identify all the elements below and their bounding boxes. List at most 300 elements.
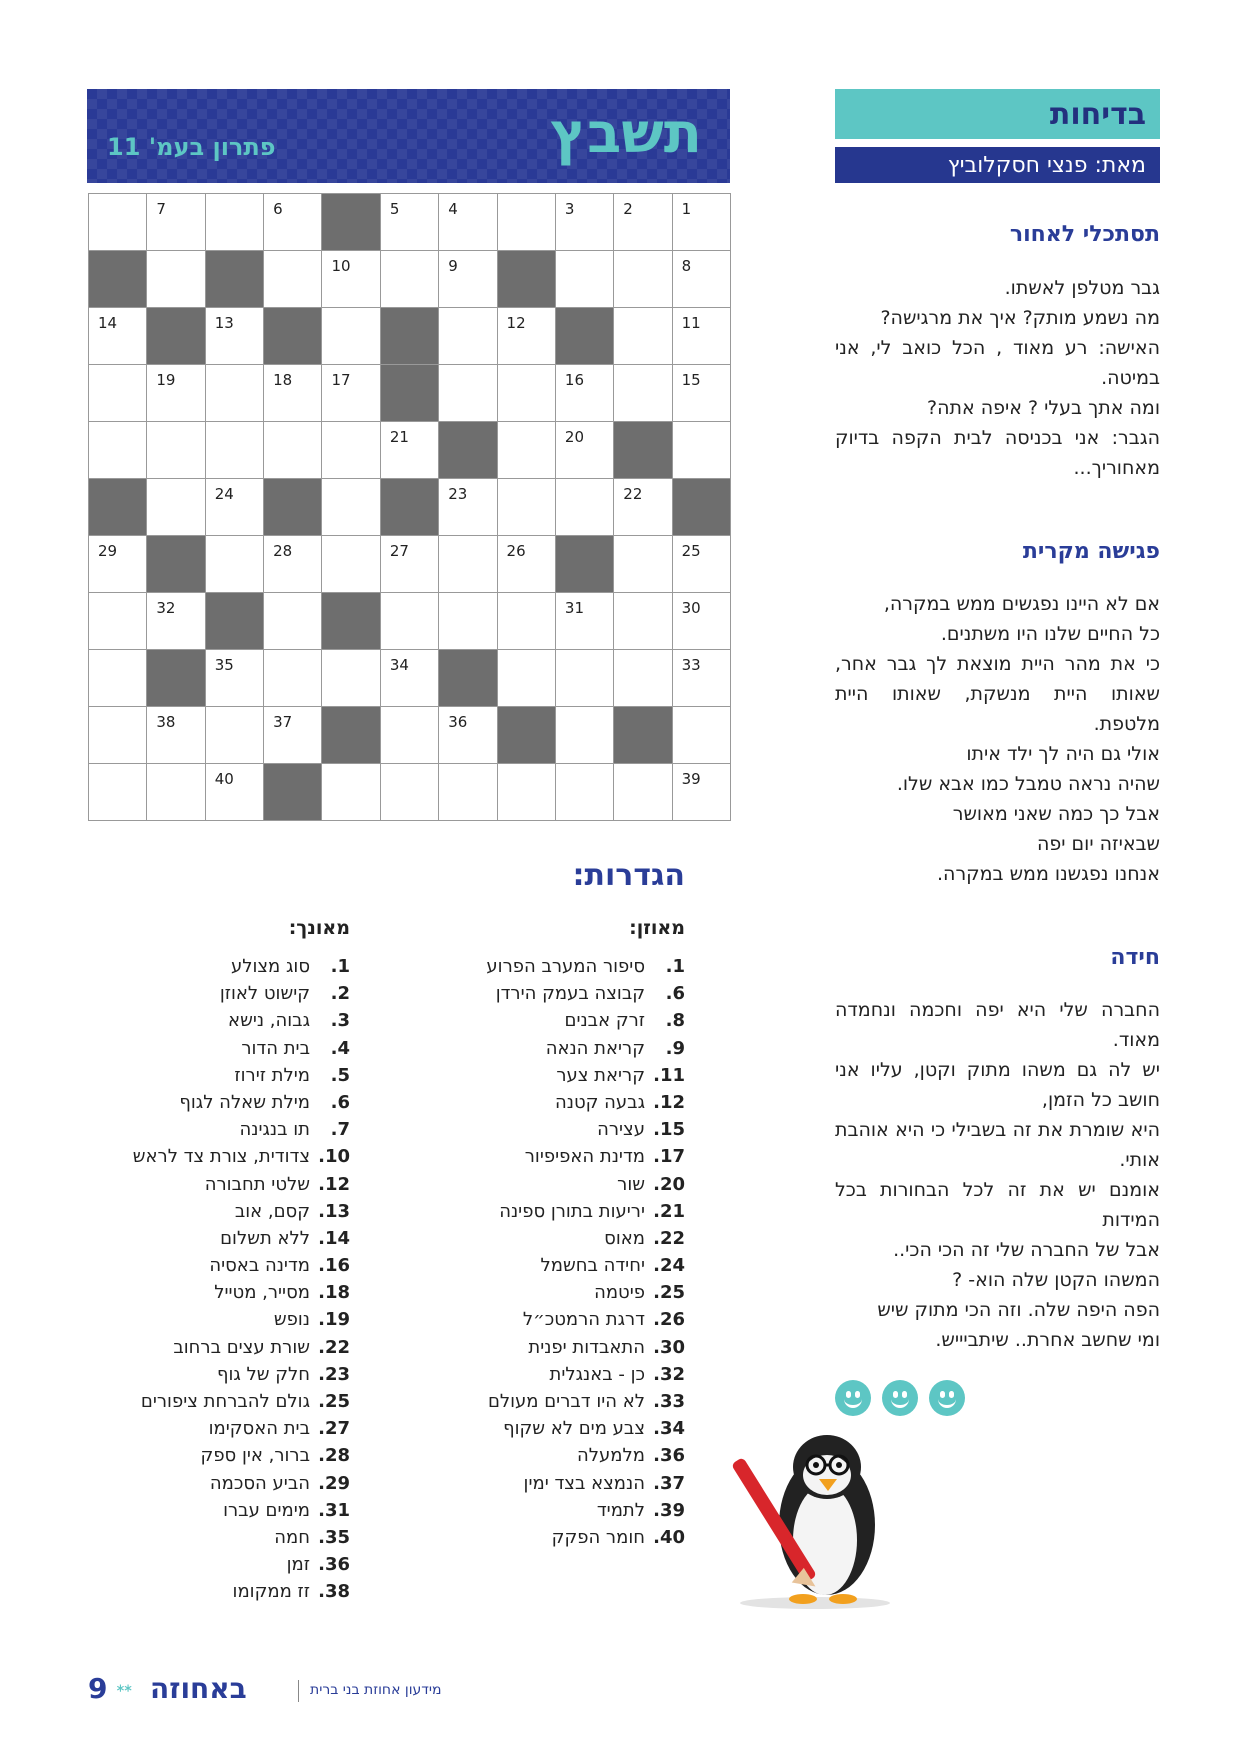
crossword-cell[interactable] bbox=[439, 707, 497, 764]
joke-body-1 bbox=[835, 273, 1160, 483]
clue-item bbox=[445, 1497, 685, 1524]
smiley-row bbox=[835, 1380, 965, 1416]
crossword-cell[interactable] bbox=[264, 707, 322, 764]
clue-number: 4. bbox=[330, 1037, 350, 1059]
crossword-black-cell bbox=[206, 251, 264, 308]
joke-line: כי את מהר היית מוצאת לך גבר אחר, שאותו היית מנשקת, שאותו היית מלטפת. bbox=[835, 653, 1160, 735]
clue-text: מלמעלה bbox=[577, 1445, 645, 1467]
crossword-black-cell bbox=[381, 365, 439, 422]
clue-item bbox=[445, 1470, 685, 1497]
crossword-cell[interactable] bbox=[614, 308, 672, 365]
jokes-section-title: בדיחות bbox=[1049, 96, 1146, 132]
joke-line: אבל כך כמה שאני מאושר bbox=[952, 803, 1160, 825]
joke-line: המשהו הקטן שלה הוא- ? bbox=[952, 1269, 1160, 1291]
clue-text: התאבדות יפנית bbox=[528, 1336, 645, 1358]
page-footer bbox=[88, 1672, 548, 1708]
crossword-cell[interactable] bbox=[147, 365, 205, 422]
crossword-cell[interactable] bbox=[498, 593, 556, 650]
clue-item bbox=[100, 1252, 350, 1279]
crossword-cell[interactable] bbox=[89, 194, 147, 251]
crossword-cell[interactable] bbox=[556, 422, 614, 479]
crossword-cell[interactable] bbox=[556, 194, 614, 251]
crossword-cell-number: 24 bbox=[214, 485, 234, 503]
clue-item bbox=[445, 1143, 685, 1170]
joke-line: מה נשמע מותק? איך את מרגישה? bbox=[880, 307, 1160, 329]
crossword-cell[interactable] bbox=[206, 650, 264, 707]
joke-line: אנחנו נפגשנו ממש במקרה. bbox=[937, 863, 1160, 885]
clue-text: גבוה, נישא bbox=[228, 1010, 310, 1032]
crossword-cell[interactable] bbox=[381, 764, 439, 821]
clue-text: זז ממקומו bbox=[232, 1581, 310, 1603]
clue-text: תו בנגינה bbox=[239, 1119, 310, 1141]
clue-text: קריאת צער bbox=[556, 1064, 645, 1086]
crossword-cell[interactable] bbox=[439, 593, 497, 650]
crossword-cell[interactable] bbox=[498, 536, 556, 593]
crossword-cell[interactable] bbox=[89, 593, 147, 650]
crossword-cell[interactable] bbox=[556, 479, 614, 536]
crossword-black-cell bbox=[206, 593, 264, 650]
crossword-cell-number: 34 bbox=[389, 656, 409, 674]
crossword-cell-number: 30 bbox=[681, 599, 701, 617]
joke-body-3 bbox=[835, 995, 1160, 1355]
crossword-black-cell bbox=[381, 308, 439, 365]
clue-item bbox=[100, 1062, 350, 1089]
clue-item bbox=[100, 980, 350, 1007]
clue-item bbox=[100, 1116, 350, 1143]
clue-item bbox=[445, 980, 685, 1007]
crossword-cell[interactable] bbox=[673, 365, 731, 422]
crossword-cell[interactable] bbox=[322, 365, 380, 422]
clue-item bbox=[445, 1116, 685, 1143]
clue-number: 25. bbox=[318, 1391, 350, 1412]
clue-number: 14. bbox=[318, 1227, 350, 1249]
clue-number: 22. bbox=[318, 1336, 350, 1358]
crossword-cell[interactable] bbox=[89, 422, 147, 479]
clue-text: זרק אבנים bbox=[564, 1010, 645, 1032]
crossword-cell-number: 18 bbox=[273, 371, 293, 389]
clue-text: זמן bbox=[286, 1554, 310, 1576]
clue-item bbox=[100, 1551, 350, 1578]
clue-number: 40. bbox=[653, 1526, 685, 1548]
crossword-cell[interactable] bbox=[381, 707, 439, 764]
crossword-cell[interactable] bbox=[498, 479, 556, 536]
joke-line: כל החיים שלנו היו משתנים. bbox=[940, 623, 1160, 645]
penguin-with-pencil-illustration bbox=[715, 1415, 905, 1610]
crossword-cell-number: 35 bbox=[214, 656, 234, 674]
crossword-cell[interactable] bbox=[381, 251, 439, 308]
clue-text: קישוט לאוזן bbox=[219, 983, 310, 1005]
clue-item bbox=[445, 1334, 685, 1361]
crossword-cell[interactable] bbox=[206, 194, 264, 251]
clue-text: ברור, אין ספק bbox=[200, 1445, 310, 1467]
crossword-cell[interactable] bbox=[89, 764, 147, 821]
crossword-cell[interactable] bbox=[556, 251, 614, 308]
clue-text: דרגת הרמטכ״ל bbox=[522, 1309, 645, 1331]
crossword-cell[interactable] bbox=[147, 251, 205, 308]
crossword-black-cell bbox=[614, 422, 672, 479]
crossword-cell[interactable] bbox=[264, 536, 322, 593]
clue-text: סיפור המערב הפרוע bbox=[486, 956, 645, 977]
crossword-cell[interactable] bbox=[147, 479, 205, 536]
crossword-cell[interactable] bbox=[498, 422, 556, 479]
crossword-cell[interactable] bbox=[498, 365, 556, 422]
clue-item bbox=[100, 1171, 350, 1198]
crossword-black-cell bbox=[439, 650, 497, 707]
clue-number: 15. bbox=[653, 1119, 685, 1141]
clue-number: 17. bbox=[653, 1146, 685, 1168]
clue-text: שורת עצים ברחוב bbox=[173, 1336, 310, 1358]
crossword-cell-number: 36 bbox=[448, 713, 468, 731]
crossword-cell[interactable] bbox=[206, 365, 264, 422]
crossword-cell-number: 5 bbox=[389, 200, 400, 218]
crossword-grid bbox=[88, 193, 731, 821]
crossword-cell[interactable] bbox=[439, 764, 497, 821]
clue-text: קבוצה בעמק הירדן bbox=[495, 983, 645, 1005]
clue-text: מדינת האפיפיור bbox=[524, 1146, 645, 1168]
joke-line: היא שומרת את זה בשבילי כי היא אוהבת אותי. bbox=[835, 1119, 1160, 1171]
crossword-cell[interactable] bbox=[498, 308, 556, 365]
crossword-cell[interactable] bbox=[147, 707, 205, 764]
clue-number: 8. bbox=[665, 1010, 685, 1032]
clue-text: שור bbox=[617, 1173, 645, 1195]
crossword-black-cell bbox=[556, 308, 614, 365]
clue-item bbox=[100, 1198, 350, 1225]
crossword-cell-number: 38 bbox=[156, 713, 176, 731]
clue-item bbox=[100, 1225, 350, 1252]
clue-text: גולם להברחת ציפורים bbox=[140, 1391, 310, 1412]
clue-number: 29. bbox=[318, 1472, 350, 1494]
crossword-cell[interactable] bbox=[673, 308, 731, 365]
crossword-cell[interactable] bbox=[206, 707, 264, 764]
crossword-cell-number: 15 bbox=[681, 371, 701, 389]
clue-item bbox=[100, 1442, 350, 1469]
crossword-cell[interactable] bbox=[89, 707, 147, 764]
clue-text: קריאת הנאה bbox=[545, 1037, 645, 1059]
crossword-cell[interactable] bbox=[206, 764, 264, 821]
crossword-cell[interactable] bbox=[498, 764, 556, 821]
crossword-cell-number: 7 bbox=[156, 200, 166, 218]
clue-number: 37. bbox=[653, 1472, 685, 1494]
clue-item bbox=[445, 1089, 685, 1116]
clue-text: מסייר, מטייל bbox=[214, 1282, 310, 1304]
crossword-black-cell bbox=[673, 479, 731, 536]
clue-number: 28. bbox=[318, 1445, 350, 1467]
footer-tagline: מידעון אחוזת בני ברית bbox=[310, 1682, 442, 1698]
crossword-cell[interactable] bbox=[89, 536, 147, 593]
clue-text: מדינה באסיה bbox=[209, 1255, 310, 1277]
joke-line: ומי שחשב אחרת.. שיתביייש. bbox=[935, 1329, 1160, 1351]
clue-text: נופש bbox=[273, 1309, 310, 1331]
crossword-cell-number: 6 bbox=[273, 200, 283, 218]
crossword-black-cell bbox=[264, 764, 322, 821]
clues-across-list bbox=[445, 953, 685, 1551]
crossword-black-cell bbox=[614, 707, 672, 764]
crossword-cell[interactable] bbox=[614, 536, 672, 593]
crossword-cell[interactable] bbox=[614, 764, 672, 821]
joke-title-2: פגישה מקרית bbox=[1022, 539, 1160, 564]
crossword-cell-number: 31 bbox=[564, 599, 585, 617]
crossword-cell[interactable] bbox=[556, 650, 614, 707]
crossword-cell[interactable] bbox=[673, 764, 731, 821]
crossword-cell[interactable] bbox=[381, 650, 439, 707]
crossword-cell[interactable] bbox=[556, 707, 614, 764]
crossword-cell[interactable] bbox=[147, 593, 205, 650]
clue-number: 33. bbox=[653, 1391, 685, 1412]
clue-item bbox=[100, 953, 350, 980]
clue-text: חומר הפקק bbox=[551, 1526, 645, 1548]
clue-text: צדודית, צורת צד לראש bbox=[132, 1146, 310, 1168]
crossword-cell[interactable] bbox=[264, 593, 322, 650]
clue-text: חמה bbox=[274, 1526, 310, 1548]
footer-divider bbox=[298, 1680, 299, 1702]
crossword-cell-number: 2 bbox=[623, 200, 633, 218]
crossword-cell-number: 14 bbox=[98, 314, 118, 332]
clue-number: 31. bbox=[318, 1499, 350, 1521]
crossword-cell[interactable] bbox=[673, 707, 731, 764]
clue-number: 38. bbox=[318, 1581, 350, 1603]
crossword-cell-number: 16 bbox=[564, 371, 585, 389]
clue-item bbox=[100, 1578, 350, 1605]
joke-line: הגבר: אני בכניסה לבית הקפה בדיוק מאחוריך... bbox=[835, 427, 1160, 479]
clue-number: 22. bbox=[653, 1227, 685, 1249]
crossword-cell-number: 17 bbox=[331, 371, 351, 389]
crossword-cell[interactable] bbox=[556, 764, 614, 821]
joke-line: האישה: רע מאוד , הכל כואב לי, אני במיטה. bbox=[835, 337, 1160, 389]
crossword-cell-number: 1 bbox=[681, 200, 692, 218]
clue-number: 9. bbox=[665, 1037, 685, 1059]
crossword-cell[interactable] bbox=[322, 764, 380, 821]
crossword-cell-number: 33 bbox=[681, 656, 701, 674]
joke-line: החברה שלי היא יפה וחכמה ונחמדה מאוד. bbox=[835, 999, 1160, 1051]
crossword-cell[interactable] bbox=[322, 422, 380, 479]
crossword-cell[interactable] bbox=[381, 536, 439, 593]
jokes-section-banner bbox=[835, 89, 1160, 139]
clue-text: סוג מצולע bbox=[230, 956, 310, 977]
crossword-cell[interactable] bbox=[322, 308, 380, 365]
clue-number: 12. bbox=[318, 1173, 350, 1195]
clue-number: 2. bbox=[330, 983, 350, 1005]
crossword-cell[interactable] bbox=[614, 251, 672, 308]
clue-number: 39. bbox=[653, 1499, 685, 1521]
crossword-cell[interactable] bbox=[147, 764, 205, 821]
clue-number: 16. bbox=[318, 1255, 350, 1277]
menorah-icon: ᕯ bbox=[116, 1680, 133, 1704]
crossword-cell-number: 20 bbox=[564, 428, 585, 446]
crossword-black-cell bbox=[498, 707, 556, 764]
clue-text: חלק של גוף bbox=[216, 1363, 310, 1385]
crossword-cell-number: 23 bbox=[448, 485, 468, 503]
clue-text: מילת שאלה לגוף bbox=[179, 1091, 310, 1113]
crossword-black-cell bbox=[381, 479, 439, 536]
crossword-cell-number: 29 bbox=[98, 542, 118, 560]
crossword-cell-number: 28 bbox=[273, 542, 293, 560]
crossword-cell-number: 4 bbox=[448, 200, 458, 218]
crossword-black-cell bbox=[89, 251, 147, 308]
clue-number: 6. bbox=[330, 1091, 350, 1113]
crossword-cell-number: 27 bbox=[389, 542, 409, 560]
clue-item bbox=[100, 1361, 350, 1388]
clue-number: 23. bbox=[318, 1363, 350, 1385]
crossword-cell[interactable] bbox=[147, 194, 205, 251]
crossword-cell[interactable] bbox=[322, 650, 380, 707]
crossword-cell[interactable] bbox=[264, 365, 322, 422]
clue-text: לא היו דברים מעולם bbox=[487, 1391, 645, 1412]
crossword-black-cell bbox=[89, 479, 147, 536]
crossword-black-cell bbox=[322, 593, 380, 650]
clue-text: בית הדור bbox=[241, 1037, 310, 1059]
crossword-cell[interactable] bbox=[439, 536, 497, 593]
clue-number: 3. bbox=[330, 1010, 350, 1032]
crossword-cell[interactable] bbox=[206, 308, 264, 365]
clue-number: 36. bbox=[653, 1445, 685, 1467]
crossword-cell[interactable] bbox=[556, 593, 614, 650]
crossword-cell[interactable] bbox=[673, 536, 731, 593]
clue-item bbox=[445, 1225, 685, 1252]
clue-item bbox=[100, 1415, 350, 1442]
clue-number: 20. bbox=[653, 1173, 685, 1195]
clue-item bbox=[445, 1388, 685, 1415]
crossword-black-cell bbox=[322, 194, 380, 251]
crossword-black-cell bbox=[147, 650, 205, 707]
joke-line: אולי גם היה לך ילד איתו bbox=[966, 743, 1160, 765]
crossword-cell[interactable] bbox=[673, 251, 731, 308]
joke-title-3: חידה bbox=[1110, 945, 1160, 970]
crossword-cell-number: 12 bbox=[506, 314, 526, 332]
joke-body-2 bbox=[835, 589, 1160, 889]
clue-item bbox=[445, 1279, 685, 1306]
crossword-cell[interactable] bbox=[673, 194, 731, 251]
clue-number: 6. bbox=[665, 983, 685, 1005]
clue-text: מאוס bbox=[604, 1227, 645, 1249]
crossword-cell[interactable] bbox=[89, 308, 147, 365]
crossword-cell[interactable] bbox=[322, 251, 380, 308]
clue-number: 5. bbox=[330, 1064, 350, 1086]
joke-line: הפה היפה שלה. וזה הכי מתוק שיש bbox=[877, 1299, 1160, 1321]
crossword-cell[interactable] bbox=[498, 650, 556, 707]
crossword-black-cell bbox=[147, 308, 205, 365]
clue-text: עצירה bbox=[597, 1119, 645, 1141]
crossword-cell[interactable] bbox=[614, 194, 672, 251]
clue-text: מילת זירוז bbox=[234, 1064, 310, 1086]
clue-text: מימים עברו bbox=[223, 1499, 310, 1521]
crossword-cell[interactable] bbox=[614, 365, 672, 422]
crossword-cell[interactable] bbox=[439, 479, 497, 536]
crossword-cell[interactable] bbox=[614, 650, 672, 707]
crossword-cell[interactable] bbox=[206, 422, 264, 479]
clue-text: פיטמה bbox=[594, 1282, 645, 1304]
clue-number: 19. bbox=[318, 1309, 350, 1331]
crossword-cell[interactable] bbox=[439, 308, 497, 365]
clue-number: 30. bbox=[653, 1336, 685, 1358]
crossword-cell[interactable] bbox=[264, 422, 322, 479]
clue-item bbox=[445, 1062, 685, 1089]
crossword-cell[interactable] bbox=[381, 422, 439, 479]
crossword-black-cell bbox=[147, 536, 205, 593]
clue-number: 1. bbox=[665, 956, 685, 977]
crossword-cell[interactable] bbox=[673, 593, 731, 650]
crossword-cell[interactable] bbox=[206, 479, 264, 536]
clue-text: יחידה בחשמל bbox=[540, 1255, 645, 1277]
crossword-cell-number: 25 bbox=[681, 542, 701, 560]
crossword-cell[interactable] bbox=[147, 422, 205, 479]
clue-text: שלטי תחבורה bbox=[204, 1173, 310, 1195]
crossword-cell[interactable] bbox=[264, 650, 322, 707]
crossword-cell[interactable] bbox=[556, 365, 614, 422]
clue-item bbox=[100, 1306, 350, 1333]
clue-item bbox=[445, 1442, 685, 1469]
joke-line: אבל של החברה שלי זה הכי הכי.. bbox=[893, 1239, 1160, 1261]
crossword-cell[interactable] bbox=[89, 650, 147, 707]
crossword-cell[interactable] bbox=[439, 365, 497, 422]
joke-line: יש לה גם משהו מתוק וקטן, עליו אני חושב כל הזמן, bbox=[835, 1059, 1160, 1111]
crossword-cell-number: 40 bbox=[214, 770, 234, 788]
clue-item bbox=[100, 1334, 350, 1361]
clue-item bbox=[100, 1524, 350, 1551]
crossword-cell[interactable] bbox=[673, 650, 731, 707]
clue-number: 7. bbox=[330, 1119, 350, 1141]
clue-number: 12. bbox=[653, 1091, 685, 1113]
clues-down bbox=[100, 917, 350, 1606]
clue-text: הנמצא בצד ימין bbox=[523, 1472, 645, 1494]
clue-number: 1. bbox=[330, 956, 350, 977]
crossword-cell[interactable] bbox=[614, 479, 672, 536]
clue-text: ללא תשלום bbox=[220, 1227, 310, 1249]
crossword-cell-number: 37 bbox=[273, 713, 293, 731]
joke-line: גבר מטלפן לאשתו. bbox=[1004, 277, 1160, 299]
crossword-black-cell bbox=[264, 308, 322, 365]
clues-across bbox=[445, 917, 685, 1551]
crossword-cell[interactable] bbox=[498, 194, 556, 251]
crossword-cell[interactable] bbox=[673, 422, 731, 479]
clue-number: 21. bbox=[653, 1200, 685, 1222]
crossword-cell[interactable] bbox=[89, 365, 147, 422]
crossword-cell-number: 9 bbox=[448, 257, 458, 275]
clue-number: 26. bbox=[653, 1309, 685, 1331]
joke-line: שבאיזה יום יפה bbox=[1036, 833, 1160, 855]
crossword-cell-number: 11 bbox=[681, 314, 701, 332]
clue-item bbox=[445, 1524, 685, 1551]
clue-item bbox=[100, 1089, 350, 1116]
clue-text: הביע הסכמה bbox=[209, 1472, 310, 1494]
crossword-cell[interactable] bbox=[381, 593, 439, 650]
clue-item bbox=[445, 1198, 685, 1225]
clue-item bbox=[445, 1361, 685, 1388]
smiley-face-icon bbox=[835, 1380, 871, 1416]
crossword-cell[interactable] bbox=[439, 194, 497, 251]
crossword-cell[interactable] bbox=[264, 194, 322, 251]
crossword-cell[interactable] bbox=[322, 479, 380, 536]
joke-line: אם לא היינו נפגשים ממש במקרה, bbox=[883, 593, 1160, 615]
smiley-face-icon bbox=[882, 1380, 918, 1416]
crossword-cell-number: 21 bbox=[389, 428, 409, 446]
clue-number: 36. bbox=[318, 1554, 350, 1576]
crossword-cell[interactable] bbox=[439, 251, 497, 308]
crossword-cell[interactable] bbox=[381, 194, 439, 251]
clue-text: בית האסקימו bbox=[208, 1418, 310, 1440]
clues-across-label: מאוזן: bbox=[629, 917, 685, 939]
clues-down-list bbox=[100, 953, 350, 1606]
clue-text: צבע מים לא שקוף bbox=[503, 1418, 645, 1440]
clues-down-label: מאונך: bbox=[288, 917, 350, 939]
clue-item bbox=[445, 1252, 685, 1279]
crossword-banner bbox=[87, 89, 730, 183]
crossword-black-cell bbox=[556, 536, 614, 593]
crossword-cell[interactable] bbox=[264, 251, 322, 308]
crossword-cell[interactable] bbox=[322, 536, 380, 593]
crossword-cell-number: 32 bbox=[156, 599, 176, 617]
crossword-cell[interactable] bbox=[206, 536, 264, 593]
crossword-cell[interactable] bbox=[614, 593, 672, 650]
